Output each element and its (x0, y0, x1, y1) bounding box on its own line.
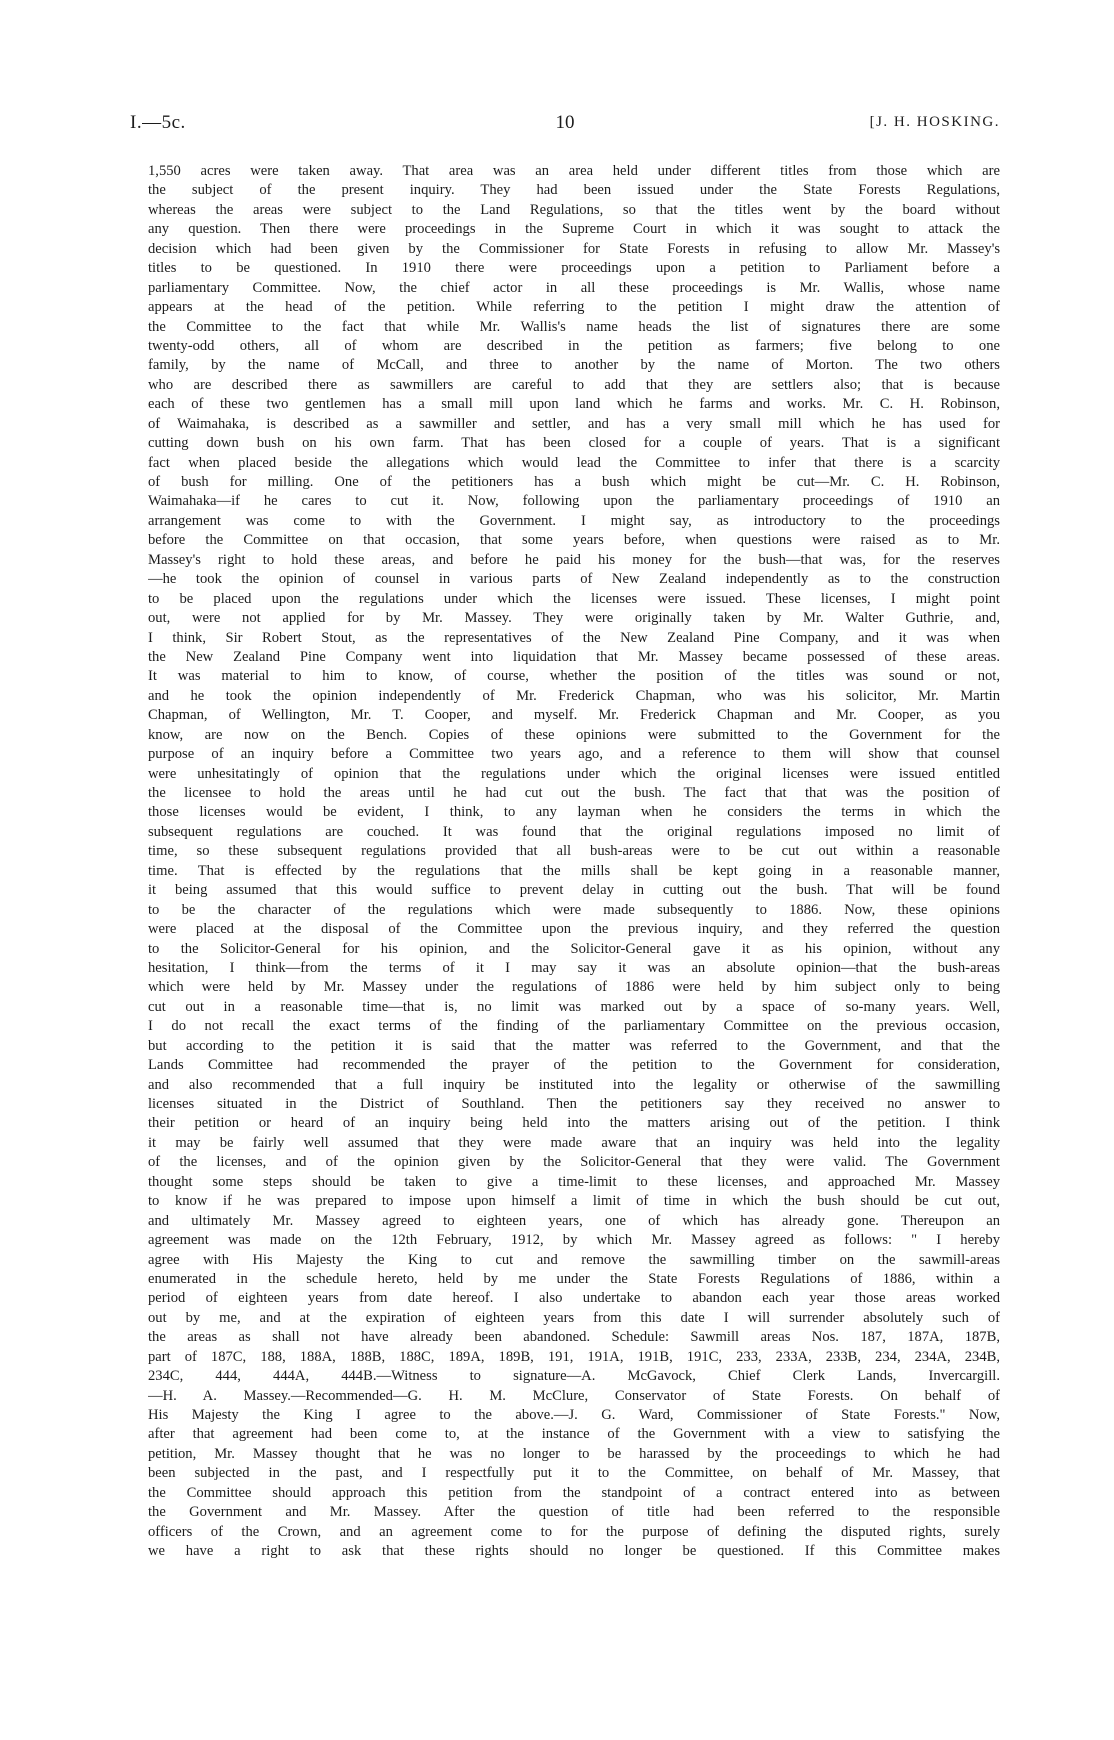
text-line: and ultimately Mr. Massey agreed to eighteen years, one of which has already gone. Thereupon an (148, 1212, 1000, 1229)
page-header (130, 112, 1000, 138)
text-line: out, were not applied for by Mr. Massey. They were originally taken by Mr. Walter Guthrie, and, (148, 610, 1000, 627)
text-line: hesitation, I think—from the terms of it I may say it was an absolute opinion—that the bush-areas (148, 959, 1000, 976)
text-line: licenses situated in the District of Southland. Then the petitioners say they received no answer to (148, 1096, 1000, 1112)
text-line: appears at the head of the petition. While referring to the petition I might draw the attention of (148, 299, 1000, 316)
text-line: and he took the opinion independently of Mr. Frederick Chapman, who was his solicitor, Mr. Martin (148, 687, 1000, 704)
text-line: thought some steps should be taken to give a time-limit to these licenses, and approached Mr. Massey (148, 1173, 1000, 1190)
text-line: to be the character of the regulations which were made subsequently to 1886. Now, these opinions (148, 901, 1000, 918)
text-line: arrangement was come to with the Government. I might say, as introductory to the proceedings (148, 512, 1000, 529)
text-line: Massey's right to hold these areas, and before he paid his money for the bush—that was, for the reserves (148, 551, 1000, 568)
text-line: —he took the opinion of counsel in various parts of New Zealand independently as to the construction (148, 571, 1000, 588)
text-line: —H. A. Massey.—Recommended—G. H. M. McClure, Conservator of State Forests. On behalf of (148, 1387, 1000, 1404)
text-line: the areas as shall not have already been abandoned. Schedule: Sawmill areas Nos. 187, 187A, 187B, (148, 1329, 1000, 1346)
text-line: to know if he was prepared to impose upon himself a limit of time in which the bush should be cut out, (148, 1193, 1000, 1210)
text-line: officers of the Crown, and an agreement come to for the purpose of defining the disputed rights, surely (148, 1523, 1000, 1540)
text-line: 1,550 acres were taken away. That area was an area held under different titles from those which are (148, 163, 1000, 179)
text-line: parliamentary Committee. Now, the chief actor in all these proceedings is Mr. Wallis, whose name (148, 279, 1000, 296)
text-line: the licensee to hold the areas until he had cut out the bush. The fact that that was the position of (148, 785, 1000, 801)
text-line: the Committee should approach this petition from the standpoint of a contract entered into as between (148, 1484, 1000, 1501)
text-line: titles to be questioned. In 1910 there were proceedings upon a petition to Parliament before a (148, 260, 1000, 277)
text-line: their petition or heard of an inquiry being held into the matters arising out of the petition. I think (148, 1115, 1000, 1132)
text-line: part of 187C, 188, 188A, 188B, 188C, 189A, 189B, 191, 191A, 191B, 191C, 233, 233A, 233B, 234, 234A, 234B, (148, 1348, 1000, 1365)
document-reference: I.—5c. (130, 112, 186, 133)
text-line: family, by the name of McCall, and three to another by the name of Morton. The two others (148, 357, 1000, 374)
text-line: which were held by Mr. Massey under the regulations of 1886 were held by him subject only to being (148, 979, 1000, 996)
text-line: to be placed upon the regulations under which the licenses were issued. These licenses, I might point (148, 590, 1000, 607)
text-line: were unhesitatingly of opinion that the regulations under which the original licenses were issued entitled (148, 765, 1000, 782)
text-line: agreement was made on the 12th February, 1912, by which Mr. Massey agreed as follows: " I hereby (148, 1232, 1000, 1249)
text-line: cut out in a reasonable time—that is, no limit was marked out by a space of so-many years. Well, (148, 998, 1000, 1015)
text-line: Waimahaka—if he cares to cut it. Now, following upon the parliamentary proceedings of 1910 an (148, 493, 1000, 510)
text-line: agree with His Majesty the King to cut and remove the sawmilling timber on the sawmill-areas (148, 1251, 1000, 1268)
text-line: cutting down bush on his own farm. That has been closed for a couple of years. That is a significant (148, 435, 1000, 452)
text-line: of bush for milling. One of the petitioners has a bush which might be cut—Mr. C. H. Robinson, (148, 474, 1000, 490)
text-line: any question. Then there were proceedings in the Supreme Court in which it was sought to attack the (148, 221, 1000, 238)
text-line: 234C, 444, 444A, 444B.—Witness to signature—A. McGavock, Chief Clerk Lands, Invercargill. (148, 1368, 1000, 1385)
text-line: before the Committee on that occasion, that some years before, when questions were raised as to Mr. (148, 532, 1000, 549)
body-text (148, 162, 1000, 1562)
text-line: it being assumed that this would suffice to prevent delay in cutting out the bush. That will be found (148, 882, 1000, 899)
text-line: the subject of the present inquiry. They had been issued under the State Forests Regulations, (148, 182, 1000, 199)
text-line: we have a right to ask that these rights should no longer be questioned. If this Committee makes (148, 1543, 1000, 1560)
text-line: time. That is effected by the regulations that the mills shall be kept going in a reasonable manner, (148, 862, 1000, 879)
text-line: period of eighteen years from date hereof. I also undertake to abandon each year those areas worked (148, 1290, 1000, 1307)
text-line: the New Zealand Pine Company went into liquidation that Mr. Massey became possessed of these areas. (148, 648, 1000, 665)
text-line: whereas the areas were subject to the Land Regulations, so that the titles went by the board without (148, 201, 1000, 218)
witness-name: [J. H. HOSKING. (869, 114, 1000, 130)
text-line: twenty-odd others, all of whom are described in the petition as farmers; five belong to one (148, 337, 1000, 354)
text-line: decision which had been given by the Commissioner for State Forests in refusing to allow Mr. Massey's (148, 240, 1000, 257)
text-line: out by me, and at the expiration of eighteen years from this date I will surrender absolutely such of (148, 1309, 1000, 1326)
text-line: Lands Committee had recommended the prayer of the petition to the Government for consideration, (148, 1057, 1000, 1074)
text-line: purpose of an inquiry before a Committee two years ago, and a reference to them will show that counsel (148, 746, 1000, 763)
text-line: who are described there as sawmillers are careful to add that they are settlers also; that is because (148, 376, 1000, 393)
text-line: those licenses would be evident, I think, to any layman when he considers the terms in which the (148, 804, 1000, 821)
text-line: Chapman, of Wellington, Mr. T. Cooper, and myself. Mr. Frederick Chapman and Mr. Cooper, as you (148, 707, 1000, 724)
text-line: the Committee to the fact that while Mr. Wallis's name heads the list of signatures there are some (148, 318, 1000, 335)
text-line: fact when placed beside the allegations which would lead the Committee to infer that there is a scarcity (148, 454, 1000, 471)
text-line: after that agreement had been come to, at the instance of the Government with a view to satisfying the (148, 1426, 1000, 1443)
text-line: the Government and Mr. Massey. After the question of title had been referred to the responsible (148, 1504, 1000, 1521)
text-line: of the licenses, and of the opinion given by the Solicitor-General that they were valid. The Government (148, 1154, 1000, 1171)
text-line: It was material to him to know, of course, whether the position of the titles was sound or not, (148, 668, 1000, 685)
text-line: petition, Mr. Massey thought that he was no longer to be harassed by the proceedings to which he had (148, 1445, 1000, 1462)
text-line: know, are now on the Bench. Copies of these opinions were submitted to the Government for the (148, 726, 1000, 743)
text-line: time, so these subsequent regulations provided that all bush-areas were to be cut out within a reasonable (148, 843, 1000, 860)
text-line: I do not recall the exact terms of the finding of the parliamentary Committee on the previous occasion, (148, 1018, 1000, 1035)
text-line: been subjected in the past, and I respectfully put it to the Committee, on behalf of Mr. Massey, that (148, 1465, 1000, 1482)
text-line: to the Solicitor-General for his opinion, and the Solicitor-General gave it as his opinion, without any (148, 940, 1000, 957)
text-line: His Majesty the King I agree to the above.—J. G. Ward, Commissioner of State Forests." Now, (148, 1407, 1000, 1423)
text-line: I think, Sir Robert Stout, as the representatives of the New Zealand Pine Company, and it was when (148, 629, 1000, 646)
text-line: enumerated in the schedule hereto, held by me under the State Forests Regulations of 1886, within a (148, 1270, 1000, 1287)
text-line: and also recommended that a full inquiry be instituted into the legality or otherwise of the sawmilling (148, 1076, 1000, 1093)
text-line: but according to the petition it is said that the matter was referred to the Government, and that the (148, 1037, 1000, 1054)
text-line: of Waimahaka, is described as a sawmiller and settler, and has a very small mill which he has used for (148, 415, 1000, 432)
text-line: were placed at the disposal of the Committee upon the previous inquiry, and they referred the question (148, 921, 1000, 938)
text-line: subsequent regulations are couched. It was found that the original regulations imposed no limit of (148, 823, 1000, 840)
text-line: each of these two gentlemen has a small mill upon land which he farms and works. Mr. C. H. Robinson, (148, 396, 1000, 413)
page-number: 10 (555, 112, 575, 133)
text-line: it may be fairly well assumed that they were made aware that an inquiry was held into the legality (148, 1134, 1000, 1151)
